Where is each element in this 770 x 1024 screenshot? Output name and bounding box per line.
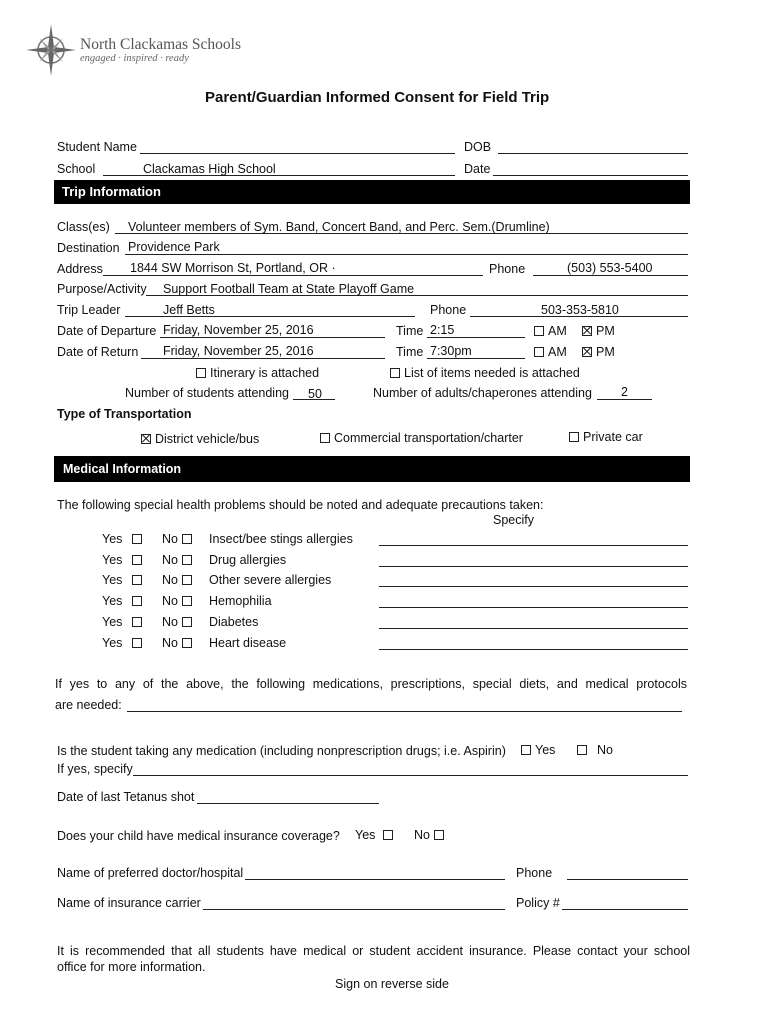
condition-no-checkbox[interactable]	[182, 596, 192, 606]
leader-phone-value: 503-353-5810	[541, 303, 619, 317]
condition-yes-checkbox[interactable]	[132, 638, 142, 648]
yes-label: Yes	[102, 553, 123, 567]
no-label: No	[162, 573, 178, 587]
condition-no-checkbox[interactable]	[182, 555, 192, 565]
insurance-yes-checkbox[interactable]	[383, 830, 393, 840]
dob-field[interactable]	[498, 153, 688, 154]
condition-specify-field[interactable]	[379, 545, 688, 546]
condition-yes-checkbox[interactable]	[132, 575, 142, 585]
no-label: No	[162, 594, 178, 608]
am-label: AM	[548, 345, 567, 359]
itinerary-checkbox[interactable]	[196, 368, 206, 378]
medication-question: Is the student taking any medication (including nonprescription drugs; i.e. Aspirin)	[57, 744, 506, 758]
protocols-field[interactable]	[127, 711, 682, 712]
condition-yes-option[interactable]	[102, 532, 146, 546]
classes-value: Volunteer members of Sym. Band, Concert Band, and Perc. Sem.(Drumline)	[128, 220, 550, 234]
condition-specify-field[interactable]	[379, 566, 688, 567]
destination-label: Destination	[57, 241, 120, 255]
recommendation-line2: office for more information.	[57, 960, 206, 974]
insurance-no-option[interactable]	[414, 828, 448, 842]
departure-field[interactable]	[160, 337, 385, 338]
doctor-phone-field[interactable]	[567, 879, 688, 880]
classes-label: Class(es)	[57, 220, 110, 234]
if-yes-specify-label: If yes, specify	[57, 762, 133, 776]
tetanus-label: Date of last Tetanus shot	[57, 790, 195, 804]
transport-district-label: District vehicle/bus	[155, 432, 260, 446]
trip-information-title: Trip Information	[62, 184, 161, 199]
compass-logo-icon	[26, 22, 80, 80]
date-field[interactable]	[493, 175, 688, 176]
medication-no-option[interactable]	[577, 743, 613, 757]
medical-information-title: Medical Information	[63, 462, 182, 476]
footer-sign-note: Sign on reverse side	[335, 977, 449, 991]
condition-no-option[interactable]	[162, 573, 196, 587]
no-label: No	[162, 532, 178, 546]
no-label: No	[597, 743, 613, 757]
condition-no-option[interactable]	[162, 615, 196, 629]
doctor-label: Name of preferred doctor/hospital	[57, 866, 244, 880]
condition-yes-option[interactable]	[102, 573, 146, 587]
departure-am-checkbox[interactable]	[534, 326, 544, 336]
protocols-text: If yes to any of the above, the following medications, prescriptions, special diets, and medical protocols	[55, 677, 687, 691]
school-value: Clackamas High School	[143, 162, 276, 176]
destination-value: Providence Park	[128, 240, 220, 254]
condition-yes-option[interactable]	[102, 553, 146, 567]
dob-label: DOB	[464, 140, 492, 154]
org-tagline: engaged · inspired · ready	[80, 53, 189, 64]
students-count-label: Number of students attending	[125, 386, 289, 400]
condition-no-checkbox[interactable]	[182, 534, 192, 544]
departure-pm-checkbox[interactable]	[582, 326, 592, 336]
school-label: School	[57, 162, 96, 176]
return-time-value: 7:30pm	[430, 344, 472, 358]
transport-district-option[interactable]	[141, 432, 259, 446]
departure-time-field[interactable]	[427, 337, 525, 338]
transport-commercial-option[interactable]	[320, 431, 523, 445]
items-list-checkbox[interactable]	[390, 368, 400, 378]
student-name-field[interactable]	[140, 153, 455, 154]
page-title: Parent/Guardian Informed Consent for Field Trip	[205, 89, 550, 106]
yes-label: Yes	[102, 532, 123, 546]
departure-value: Friday, November 25, 2016	[163, 323, 314, 337]
condition-no-option[interactable]	[162, 594, 196, 608]
departure-label: Date of Departure	[57, 324, 157, 338]
return-am-checkbox[interactable]	[534, 347, 544, 357]
purpose-value: Support Football Team at State Playoff Game	[163, 282, 415, 296]
condition-no-checkbox[interactable]	[182, 575, 192, 585]
pm-label: PM	[596, 324, 615, 338]
adults-count-field[interactable]	[597, 399, 652, 400]
departure-time-value: 2:15	[430, 323, 455, 337]
departure-time-label: Time	[396, 324, 424, 338]
medication-specify-field[interactable]	[133, 775, 688, 776]
return-time-field[interactable]	[427, 358, 525, 359]
protocols-needed-label: are needed:	[55, 698, 122, 712]
address-field[interactable]	[103, 275, 483, 276]
address-phone-value: (503) 553-5400	[567, 261, 653, 275]
am-label: AM	[548, 324, 567, 338]
medication-yes-checkbox[interactable]	[521, 745, 531, 755]
insurance-no-checkbox[interactable]	[434, 830, 444, 840]
doctor-phone-label: Phone	[516, 866, 553, 880]
medication-yes-option[interactable]	[521, 743, 555, 757]
itinerary-option[interactable]	[196, 366, 319, 380]
condition-no-option[interactable]	[162, 553, 196, 567]
condition-no-option[interactable]	[162, 532, 196, 546]
return-time-label: Time	[396, 345, 424, 359]
destination-field[interactable]	[125, 254, 688, 255]
trip-leader-label: Trip Leader	[57, 303, 121, 317]
return-pm-option[interactable]	[582, 345, 615, 359]
medication-no-checkbox[interactable]	[577, 745, 587, 755]
condition-label: Diabetes	[209, 615, 259, 629]
purpose-label: Purpose/Activity	[57, 282, 147, 296]
transport-private-option[interactable]	[569, 430, 643, 444]
condition-label: Heart disease	[209, 636, 287, 650]
leader-phone-label: Phone	[430, 303, 467, 317]
adults-count-value: 2	[621, 385, 628, 399]
condition-yes-checkbox[interactable]	[132, 555, 142, 565]
trip-information-header	[54, 180, 690, 204]
recommendation-line1: It is recommended that all students have medical or student accident insurance. Please contact your school	[57, 944, 690, 958]
org-name: North Clackamas Schools	[80, 36, 242, 53]
condition-yes-option[interactable]	[102, 636, 146, 650]
carrier-label: Name of insurance carrier	[57, 896, 201, 910]
yes-label: Yes	[102, 636, 123, 650]
tetanus-field[interactable]	[197, 803, 379, 804]
medical-intro: The following special health problems should be noted and adequate precautions taken:	[57, 498, 544, 512]
return-pm-checkbox[interactable]	[582, 347, 592, 357]
condition-yes-checkbox[interactable]	[132, 534, 142, 544]
date-label: Date	[464, 162, 491, 176]
return-field[interactable]	[141, 358, 385, 359]
condition-yes-checkbox[interactable]	[132, 596, 142, 606]
condition-specify-field[interactable]	[379, 607, 688, 608]
student-name-label: Student Name	[57, 140, 137, 154]
no-label: No	[414, 828, 430, 842]
condition-specify-field[interactable]	[379, 586, 688, 587]
condition-yes-checkbox[interactable]	[132, 617, 142, 627]
transport-private-checkbox[interactable]	[569, 432, 579, 442]
condition-yes-option[interactable]	[102, 615, 146, 629]
address-label: Address	[57, 262, 103, 276]
condition-label: Other severe allergies	[209, 573, 332, 587]
policy-label: Policy #	[516, 896, 560, 910]
address-phone-field[interactable]	[533, 275, 688, 276]
transport-commercial-label: Commercial transportation/charter	[334, 431, 523, 445]
condition-no-option[interactable]	[162, 636, 196, 650]
yes-label: Yes	[102, 573, 123, 587]
trip-leader-value: Jeff Betts	[163, 303, 215, 317]
medical-information-header	[54, 456, 690, 482]
condition-yes-option[interactable]	[102, 594, 146, 608]
condition-no-checkbox[interactable]	[182, 638, 192, 648]
yes-label: Yes	[102, 615, 123, 629]
specify-label: Specify	[493, 513, 534, 527]
items-list-option[interactable]	[390, 366, 580, 380]
adults-count-label: Number of adults/chaperones attending	[373, 386, 592, 400]
condition-label: Drug allergies	[209, 553, 287, 567]
students-count-value: 50	[308, 387, 322, 401]
insurance-question: Does your child have medical insurance coverage?	[57, 829, 340, 843]
doctor-field[interactable]	[245, 879, 505, 880]
itinerary-label: Itinerary is attached	[210, 366, 320, 380]
transport-district-checkbox[interactable]	[141, 434, 151, 444]
no-label: No	[162, 615, 178, 629]
carrier-field[interactable]	[203, 909, 505, 910]
condition-specify-field[interactable]	[379, 628, 688, 629]
transport-commercial-checkbox[interactable]	[320, 433, 330, 443]
transport-heading: Type of Transportation	[57, 407, 192, 421]
condition-label: Hemophilia	[209, 594, 272, 608]
transport-private-label: Private car	[583, 430, 643, 444]
items-list-label: List of items needed is attached	[404, 366, 580, 380]
condition-no-checkbox[interactable]	[182, 617, 192, 627]
no-label: No	[162, 636, 178, 650]
yes-label: Yes	[355, 828, 376, 842]
no-label: No	[162, 553, 178, 567]
departure-pm-option[interactable]	[582, 324, 615, 338]
address-value: 1844 SW Morrison St, Portland, OR ·	[130, 261, 336, 275]
address-phone-label: Phone	[489, 262, 526, 276]
yes-label: Yes	[102, 594, 123, 608]
pm-label: PM	[596, 345, 615, 359]
policy-field[interactable]	[562, 909, 688, 910]
return-label: Date of Return	[57, 345, 139, 359]
yes-label: Yes	[535, 743, 556, 757]
condition-specify-field[interactable]	[379, 649, 688, 650]
condition-label: Insect/bee stings allergies	[209, 532, 353, 546]
insurance-yes-option[interactable]	[355, 828, 397, 842]
return-am-option[interactable]	[534, 345, 567, 359]
return-value: Friday, November 25, 2016	[163, 344, 314, 358]
departure-am-option[interactable]	[534, 324, 567, 338]
